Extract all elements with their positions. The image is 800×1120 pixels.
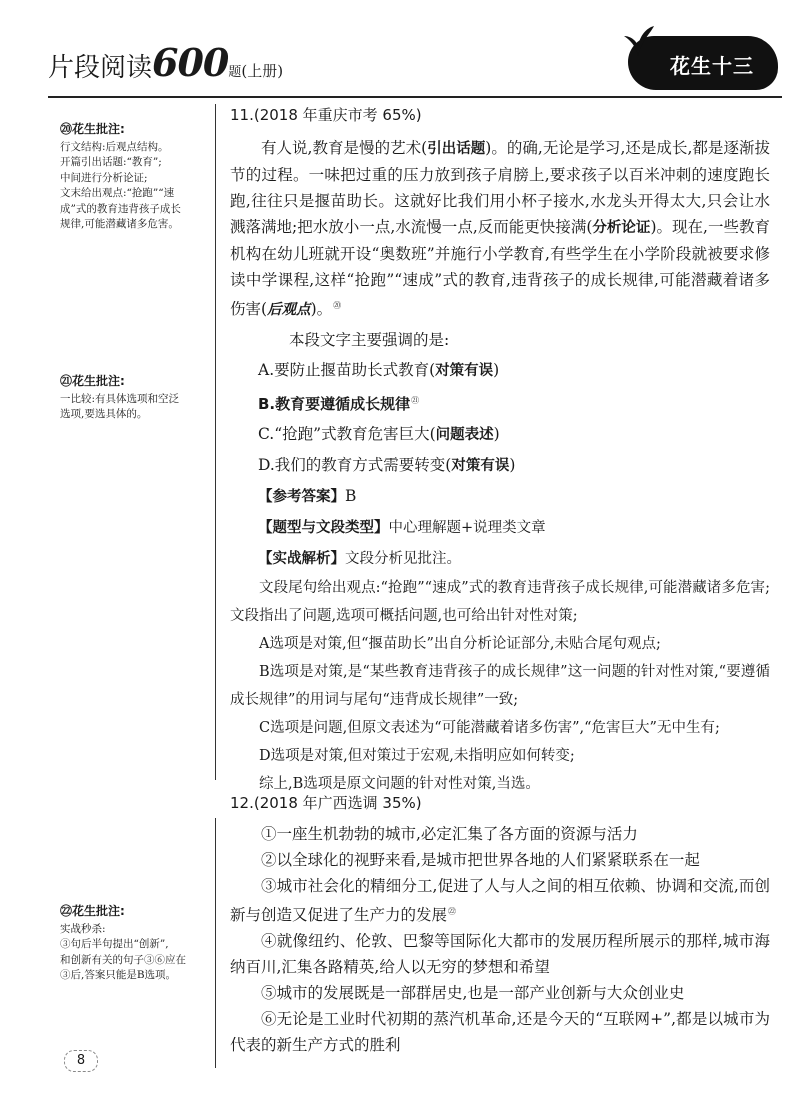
brand-logo (628, 28, 778, 92)
side-note-22 (60, 904, 210, 984)
option-c: C.“抢跑”式教育危害巨大(问题表述) (258, 425, 500, 444)
analysis-paragraph: 综上,B选项是原文问题的针对性对策,当选。 (259, 776, 540, 793)
side-note-title: ⑳花生批注: (60, 122, 125, 136)
title-number: 600 (152, 40, 229, 85)
option-d: D.我们的教育方式需要转变(对策有误) (258, 456, 516, 475)
analysis-paragraph: D选项是对策,但对策过于宏观,未指明应如何转变; (259, 748, 575, 765)
sentence: ④就像纽约、伦敦、巴黎等国际化大都市的发展历程所展示的那样,城市海纳百川,汇集各路精英,给人以无穷的梦想和希望 (230, 932, 770, 977)
page-header (0, 0, 800, 100)
sentence: ③城市社会化的精细分工,促进了人与人之间的相互依赖、协调和交流,而创新与创造又促进了生产力的发展$^㉒$ (230, 877, 770, 925)
side-note-line: 开篇引出话题:“教育”; (60, 156, 162, 168)
side-note-title: ㉑花生批注: (60, 374, 125, 388)
side-note-line: ③句后半句提出“创新”, (60, 938, 169, 950)
side-note-line: ③后,答案只能是B选项。 (60, 969, 177, 981)
side-note-line: 中间进行分析论证; (60, 171, 148, 184)
column-divider-bottom (215, 818, 216, 1068)
annotation-tag: 后观点 (267, 302, 311, 319)
annotation-tag: 分析论证 (592, 220, 651, 236)
side-note-line: 实战秒杀: (60, 922, 106, 935)
sprout-icon (620, 22, 656, 58)
option-b: B.教育要遵循成长规律$^㉑$ (258, 395, 420, 414)
annotation-tag: 引出话题 (427, 141, 486, 157)
side-note-title: ㉒花生批注: (60, 904, 125, 918)
annotation-tag: 问题表述 (435, 427, 494, 444)
question-header: 11.(2018 年重庆市考 65%) (230, 106, 422, 124)
sentence: ①一座生机勃勃的城市,必定汇集了各方面的资源与活力 (261, 825, 638, 843)
column-divider-top (215, 104, 216, 780)
side-note-21 (60, 374, 210, 423)
question-stem: 本段文字主要强调的是: (289, 331, 450, 350)
side-note-line: 文末给出观点:“抢跑”“速 (60, 187, 175, 199)
logo-text: 花生十三 (670, 54, 754, 78)
analysis-paragraph: A选项是对策,但“揠苗助长”出自分析论证部分,未贴合尾句观点; (259, 636, 661, 653)
book-title (48, 40, 284, 85)
title-volume: (上册) (241, 62, 284, 80)
note-marker: ⑳ (333, 301, 342, 310)
answer-line: 【参考答案】B (258, 487, 357, 506)
side-note-line: 成”式的教育违背孩子成长 (60, 202, 181, 215)
passage: 有人说,教育是慢的艺术(引出话题)。的确,无论是学习,还是成长,都是逐渐拔节的过程。一味把过重的压力放到孩子肩膀上,要求孩子以百米冲刺的速度跑长跑,往往只是揠苗助长。这就好比我们用小杯子接水,水龙头开得太大,只会让水溅落满地;把水放小一点,水流慢一点,反而能更快接满(分析论证)。现在,一些教育机构在幼儿班就开设“奥数班”并施行小学教育,有些学生在小学阶段就被要求修读中学课程,这样“抢跑”“速成”式的教育,违背孩子的成长规律,可能潜藏着诸多伤害(后观点)。⑳ (230, 139, 771, 319)
type-line: 【题型与文段类型】中心理解题+说理类文章 (258, 520, 546, 537)
title-suffix: 题 (228, 65, 242, 80)
question-header: 12.(2018 年广西选调 35%) (230, 794, 422, 812)
side-note-line: 和创新有关的句子③⑥应在 (60, 953, 186, 966)
page-number: 8 (64, 1050, 98, 1072)
side-note-line: 规律,可能潜藏诸多危害。 (60, 218, 179, 230)
title-prefix: 片段阅读 (48, 53, 153, 83)
sentence: ②以全球化的视野来看,是城市把世界各地的人们紧紧联系在一起 (261, 851, 700, 869)
option-a: A.要防止揠苗助长式教育(对策有误) (258, 361, 500, 380)
analysis-paragraph: B选项是对策,是“某些教育违背孩子的成长规律”这一问题的针对性对策,“要遵循成长规律”的用词与尾句“违背成长规律”一致; (230, 664, 770, 709)
annotation-tag: 对策有误 (435, 363, 494, 380)
side-note-20 (60, 122, 210, 233)
question-12 (230, 792, 770, 1058)
side-note-line: 一比较:有具体选项和空泛 (60, 392, 180, 405)
sentence: ⑥无论是工业时代初期的蒸汽机革命,还是今天的“互联网+”,都是以城市为代表的新生产方式的胜利 (230, 1010, 770, 1055)
analysis-paragraph: C选项是问题,但原文表述为“可能潜藏着诸多伤害”,“危害巨大”无中生有; (259, 720, 720, 737)
note-marker: ㉒ (448, 907, 457, 916)
note-marker: ㉑ (411, 396, 420, 406)
analysis-paragraph: 文段尾句给出观点:“抢跑”“速成”式的教育违背孩子成长规律,可能潜藏诸多危害;文段指出了问题,选项可概括问题,也可给出针对性对策; (230, 580, 770, 625)
analysis-line: 【实战解析】文段分析见批注。 (258, 551, 461, 568)
header-divider (48, 96, 782, 98)
side-note-line: 行文结构:后观点结构。 (60, 140, 169, 153)
side-note-line: 选项,要选具体的。 (60, 408, 148, 420)
annotation-tag: 对策有误 (451, 458, 510, 475)
question-11 (230, 104, 770, 798)
answer-value: B (345, 487, 357, 506)
sentence: ⑤城市的发展既是一部群居史,也是一部产业创新与大众创业史 (261, 984, 685, 1003)
